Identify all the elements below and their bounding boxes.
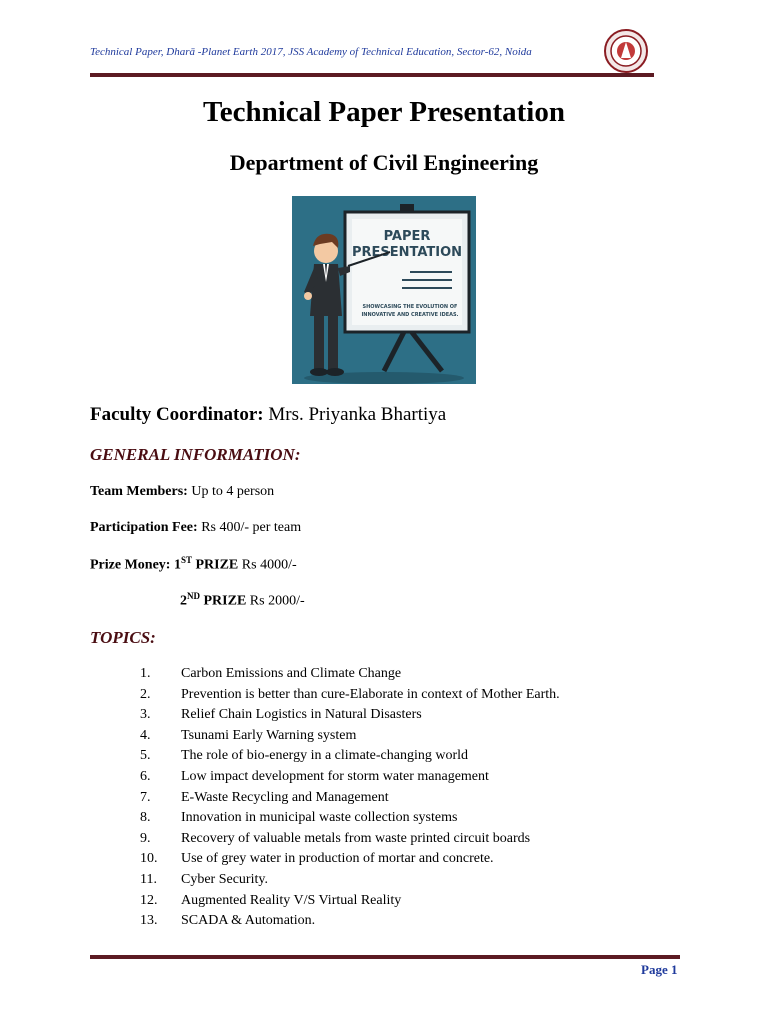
topic-text: Prevention is better than cure-Elaborate in context of Mother Earth.: [181, 686, 560, 702]
topic-number: 12.: [140, 892, 158, 908]
second-prize-num: 2: [180, 593, 187, 609]
topic-number: 13.: [140, 913, 158, 929]
topic-text: SCADA & Automation.: [181, 913, 316, 929]
topic-number: 5.: [140, 748, 151, 764]
second-prize-label: PRIZE: [203, 593, 247, 609]
topic-number: 10.: [140, 851, 158, 867]
poster-caption1: SHOWCASING THE EVOLUTION OF: [362, 304, 458, 310]
topic-text: Cyber Security.: [181, 871, 268, 887]
topics-heading: TOPICS:: [90, 628, 156, 647]
first-prize-label: PRIZE: [195, 557, 239, 573]
participation-fee-label: Participation Fee:: [90, 520, 198, 535]
prize-money-label: Prize Money:: [90, 557, 171, 573]
team-members-value: Up to 4 person: [191, 484, 275, 499]
list-item: [140, 788, 560, 809]
first-prize-value: Rs 4000/-: [241, 557, 297, 573]
coordinator-label: Faculty Coordinator:: [90, 404, 264, 425]
list-item: [140, 767, 560, 788]
topics-list: [140, 664, 560, 932]
participation-fee-line: [90, 520, 301, 536]
coordinator-name: Mrs. Priyanka Bhartiya: [268, 404, 447, 425]
topic-text: Relief Chain Logistics in Natural Disasters: [181, 707, 422, 723]
department-subtitle: Department of Civil Engineering: [229, 150, 539, 175]
list-item: [140, 829, 560, 850]
header-text: Technical Paper, Dharā -Planet Earth 2017, JSS Academy of Technical Education, Sector-62, Noida: [90, 46, 532, 58]
participation-fee-value: Rs 400/- per team: [201, 520, 302, 535]
second-prize-value: Rs 2000/-: [249, 593, 305, 609]
topic-text: Low impact development for storm water management: [181, 768, 489, 784]
first-prize-sup: ST: [180, 555, 192, 565]
topic-text: Augmented Reality V/S Virtual Reality: [181, 892, 402, 908]
poster-line1: PAPER: [383, 229, 431, 244]
team-members-label: Team Members:: [90, 484, 188, 499]
faculty-coordinator: [90, 404, 446, 426]
topic-number: 4.: [140, 727, 151, 743]
list-item: [140, 870, 560, 891]
footer-rule: [90, 955, 680, 959]
poster-caption2: INNOVATIVE AND CREATIVE IDEAS.: [361, 312, 459, 318]
list-item: [140, 664, 560, 685]
general-information-heading: GENERAL INFORMATION:: [90, 445, 301, 464]
topic-text: The role of bio-energy in a climate-changing world: [181, 748, 469, 764]
list-item: [140, 911, 560, 932]
topic-text: E-Waste Recycling and Management: [181, 789, 389, 805]
first-prize-num: 1: [173, 557, 181, 573]
list-item: [140, 705, 560, 726]
list-item: [140, 849, 560, 870]
topic-number: 3.: [140, 707, 151, 723]
topic-text: Innovation in municipal waste collection systems: [181, 810, 458, 826]
topic-number: 8.: [140, 810, 151, 826]
second-prize-line: [180, 591, 305, 610]
topic-number: 2.: [140, 686, 151, 702]
paper-presentation-illustration: [292, 196, 476, 384]
list-item: [140, 891, 560, 912]
prize-money-line: [90, 555, 297, 574]
list-item: [140, 808, 560, 829]
second-prize-sup: ND: [187, 591, 200, 601]
page-title: Technical Paper Presentation: [203, 96, 565, 128]
topic-text: Tsunami Early Warning system: [181, 727, 357, 743]
topic-number: 7.: [140, 789, 151, 805]
topic-number: 11.: [140, 871, 157, 887]
poster-line2: PRESENTATION: [351, 245, 463, 260]
topic-text: Carbon Emissions and Climate Change: [181, 666, 402, 681]
list-item: [140, 746, 560, 767]
page-number: Page 1: [641, 962, 678, 977]
topic-number: 1.: [140, 666, 151, 681]
topic-number: 9.: [140, 830, 151, 846]
team-members-line: [90, 484, 274, 500]
list-item: [140, 685, 560, 706]
college-logo: [603, 28, 649, 74]
topic-text: Recovery of valuable metals from waste printed circuit boards: [181, 830, 531, 846]
list-item: [140, 726, 560, 747]
topic-text: Use of grey water in production of mortar and concrete.: [181, 851, 494, 867]
header-rule: [90, 73, 654, 77]
topic-number: 6.: [140, 768, 151, 784]
